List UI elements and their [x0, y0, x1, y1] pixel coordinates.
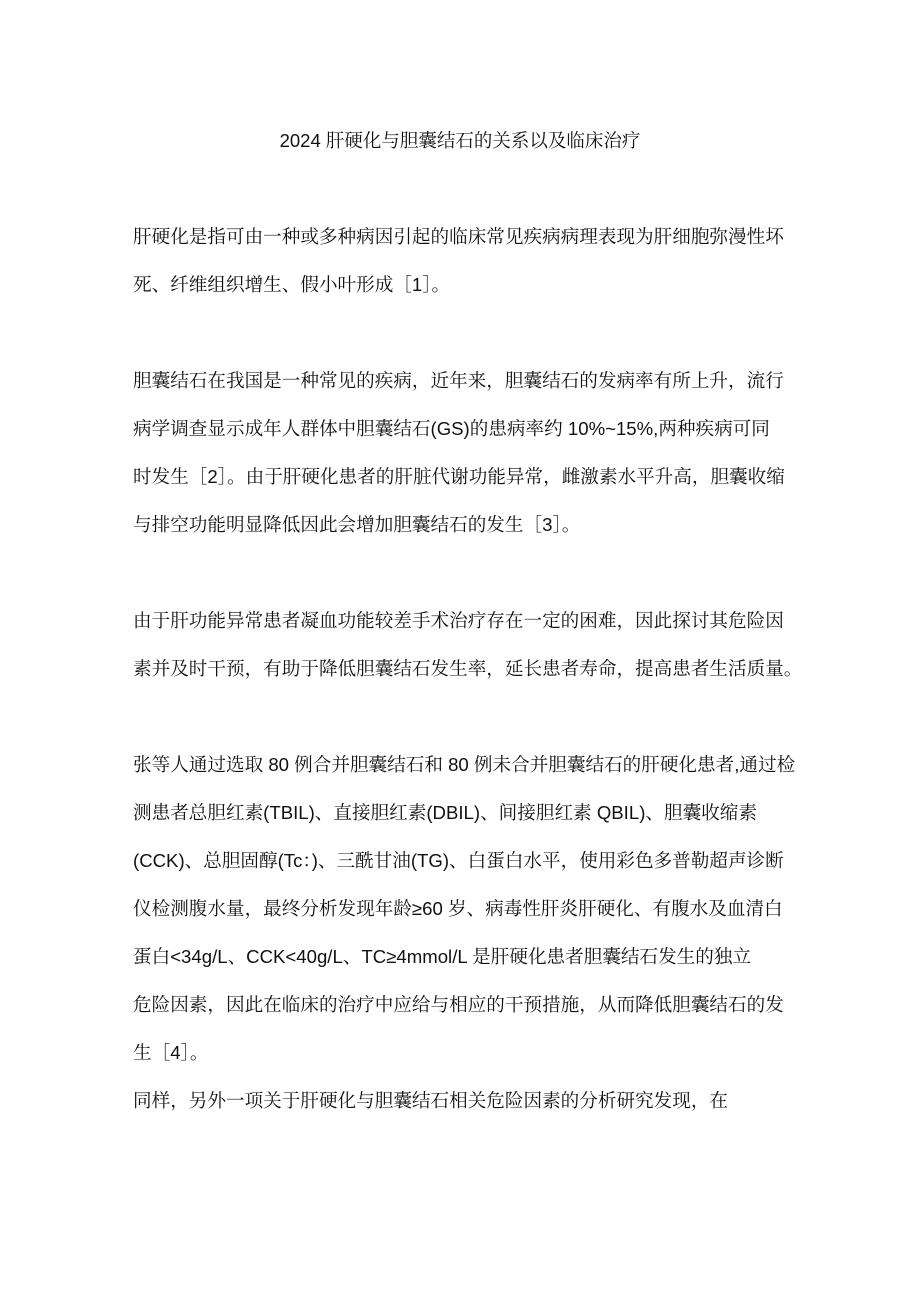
text-line: 胆囊结石在我国是一种常见的疾病，近年来，胆囊结石的发病率有所上升，流行 — [133, 370, 784, 391]
text-line: 测患者总胆红素(TBIL)、直接胆红素(DBIL)、间接胆红素 QBIL)、胆囊收缩素 — [133, 802, 757, 823]
paragraph-cirrhosis-definition — [133, 213, 813, 309]
text-line: 危险因素，因此在临床的治疗中应给与相应的干预措施，从而降低胆囊结石的发 — [133, 994, 784, 1015]
text-line: 病学调查显示成年人群体中胆囊结石(GS)的患病率约 10%~15%,两种疾病可同 — [133, 418, 770, 439]
text-line: 张等人通过选取 80 例合并胆囊结石和 80 例未合并胆囊结石的肝硬化患者,通过检 — [133, 754, 796, 775]
paragraph-another-study — [133, 1077, 813, 1125]
text-line: 死、纤维组织增生、假小叶形成［1］。 — [133, 274, 451, 295]
text-line: (CCK)、总胆固醇(Tc：)、三酰甘油(TG)、白蛋白水平，使用彩色多普勒超声诊断 — [133, 850, 784, 871]
text-line: 仪检测腹水量，最终分析发现年龄≥60 岁、病毒性肝炎肝硬化、有腹水及血清白 — [133, 898, 783, 919]
paragraph-gallstone-epidemiology — [133, 357, 813, 549]
document-title: 2024 肝硬化与胆囊结石的关系以及临床治疗 — [279, 130, 641, 151]
text-line: 与排空功能明显降低因此会增加胆囊结石的发生［3］。 — [133, 514, 581, 535]
document-body — [133, 213, 813, 1125]
text-line: 生［4］。 — [133, 1042, 209, 1063]
paragraph-risk-intervention — [133, 597, 813, 693]
paragraph-zhang-study — [133, 741, 813, 1077]
text-line: 肝硬化是指可由一种或多种病因引起的临床常见疾病病理表现为肝细胞弥漫性坏 — [133, 226, 784, 247]
text-line: 同样，另外一项关于肝硬化与胆囊结石相关危险因素的分析研究发现，在 — [133, 1090, 729, 1111]
text-line: 时发生［2］。由于肝硬化患者的肝脏代谢功能异常，雌激素水平升高，胆囊收缩 — [133, 466, 785, 487]
text-line: 由于肝功能异常患者凝血功能较差手术治疗存在一定的困难，因此探讨其危险因 — [133, 610, 784, 631]
text-line: 素并及时干预，有助于降低胆囊结石发生率，延长患者寿命，提高患者生活质量。 — [133, 658, 803, 679]
text-line: 蛋白<34g/L、CCK<40g/L、TC≥4mmol/L 是肝硬化患者胆囊结石发生的独立 — [133, 946, 752, 967]
